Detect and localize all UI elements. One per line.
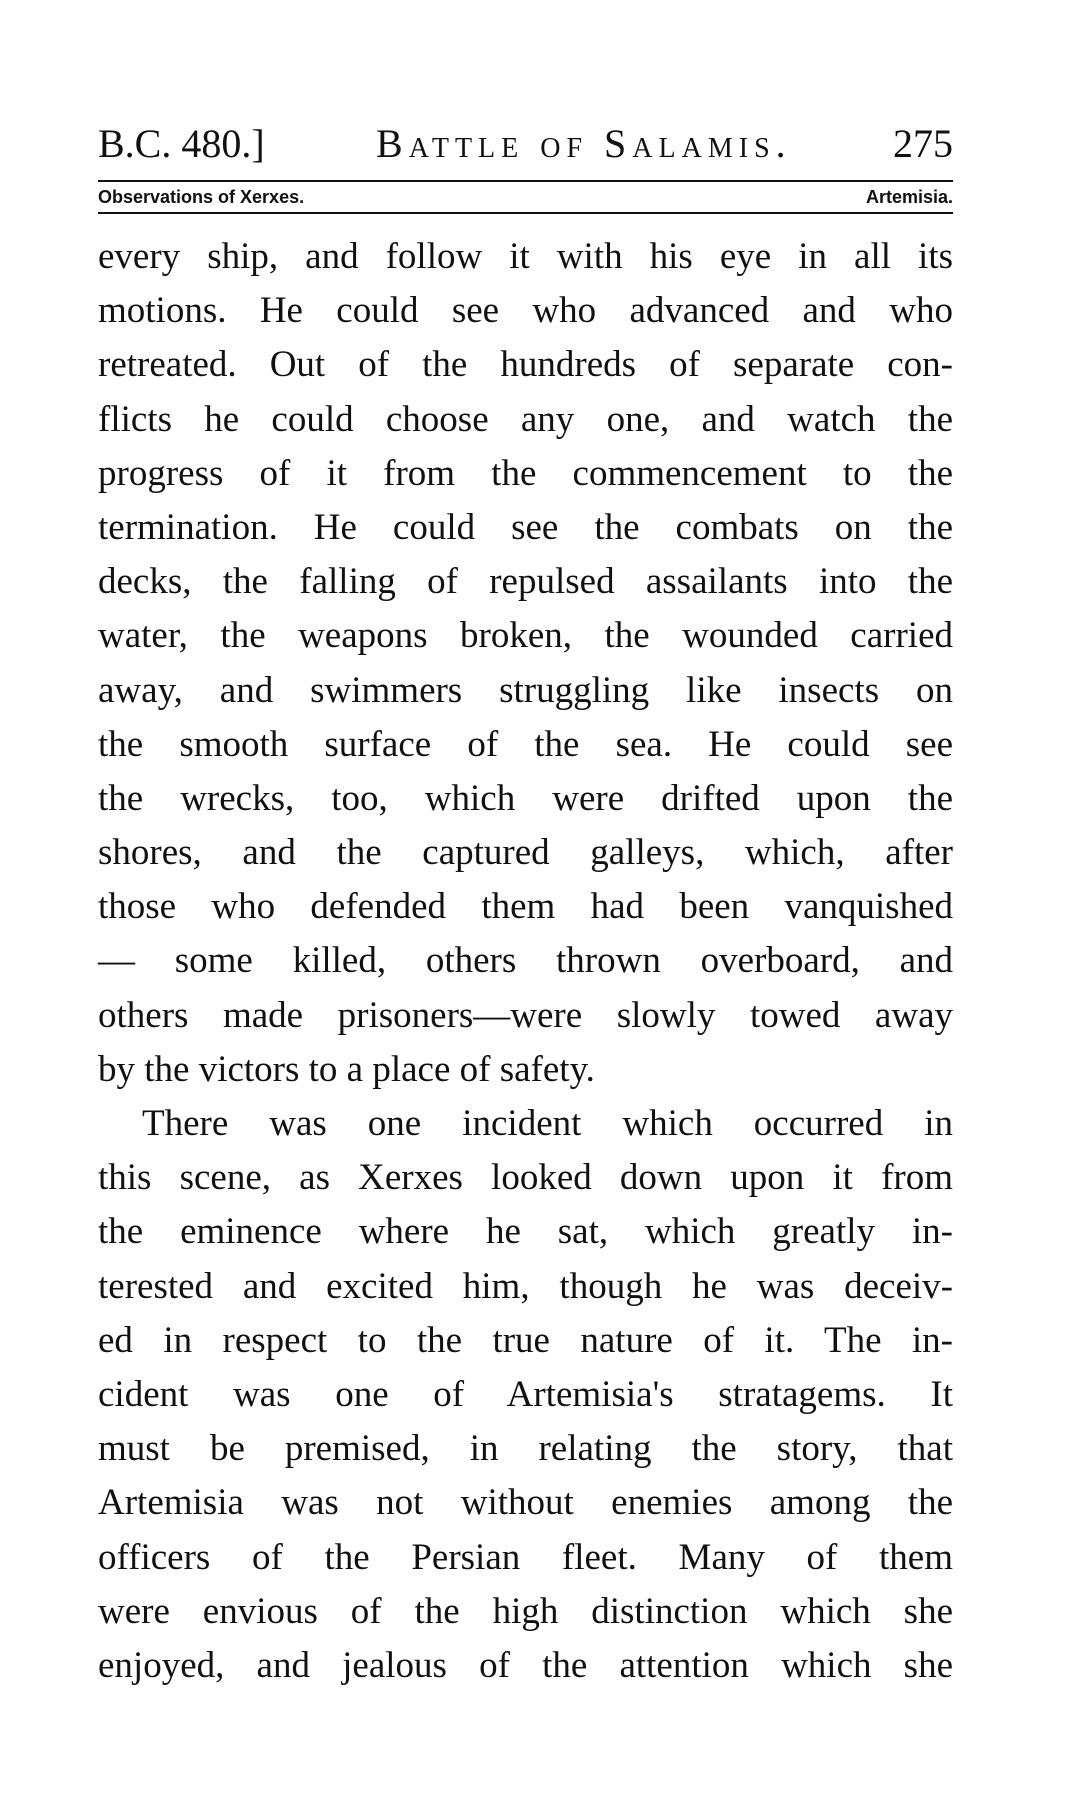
text-line: this scene, as Xerxes looked down upon it from: [98, 1157, 953, 1199]
subheader-right: Artemisia.: [865, 187, 953, 207]
text-line: enjoyed, and jealous of the attention which she: [98, 1644, 953, 1686]
text-line: There was one incident which occurred in: [142, 1103, 953, 1144]
paragraph: [98, 1097, 953, 1693]
text-line: — some killed, others thrown overboard, and: [98, 940, 953, 982]
text-line: every ship, and follow it with his eye in all its: [98, 236, 953, 277]
page-number: 275: [893, 121, 953, 166]
text-line: those who defended them had been vanquished: [98, 886, 953, 928]
text-line: the wrecks, too, which were drifted upon the: [98, 777, 953, 819]
text-line: flicts he could choose any one, and watch the: [98, 398, 953, 440]
subheader-left: Observations of Xerxes.: [98, 187, 305, 207]
book-page: [98, 120, 953, 1693]
text-line: decks, the falling of repulsed assailants into the: [98, 561, 953, 603]
text-line: were envious of the high distinction which she: [98, 1590, 953, 1632]
text-line: retreated. Out of the hundreds of separate con-: [98, 344, 953, 386]
text-line: Artemisia was not without enemies among the: [98, 1482, 953, 1524]
text-line: the eminence where he sat, which greatly in-: [98, 1211, 953, 1253]
header-rule-bottom: [98, 212, 953, 214]
text-line: terested and excited him, though he was deceiv-: [98, 1265, 953, 1307]
text-line: ed in respect to the true nature of it. The in-: [98, 1319, 953, 1361]
running-head: [98, 120, 953, 178]
text-line: officers of the Persian fleet. Many of them: [98, 1536, 953, 1578]
header-date: B.C. 480.]: [98, 121, 265, 166]
text-line: cident was one of Artemisia's stratagems. It: [98, 1373, 953, 1415]
text-line: water, the weapons broken, the wounded carried: [98, 615, 953, 657]
text-line: the smooth surface of the sea. He could see: [98, 723, 953, 765]
text-line: must be premised, in relating the story, that: [98, 1428, 953, 1470]
subheader: [98, 182, 953, 210]
text-line: motions. He could see who advanced and who: [98, 290, 953, 332]
text-line: away, and swimmers struggling like insects on: [98, 669, 953, 711]
text-line: by the victors to a place of safety.: [98, 1048, 595, 1090]
text-line: shores, and the captured galleys, which, after: [98, 832, 953, 874]
chapter-title: Battle of Salamis.: [376, 121, 792, 166]
text-line: others made prisoners—were slowly towed away: [98, 994, 953, 1036]
paragraph: [98, 230, 953, 1097]
text-line: progress of it from the commencement to the: [98, 452, 953, 494]
body-text: [98, 230, 953, 1693]
text-line: termination. He could see the combats on the: [98, 506, 953, 548]
